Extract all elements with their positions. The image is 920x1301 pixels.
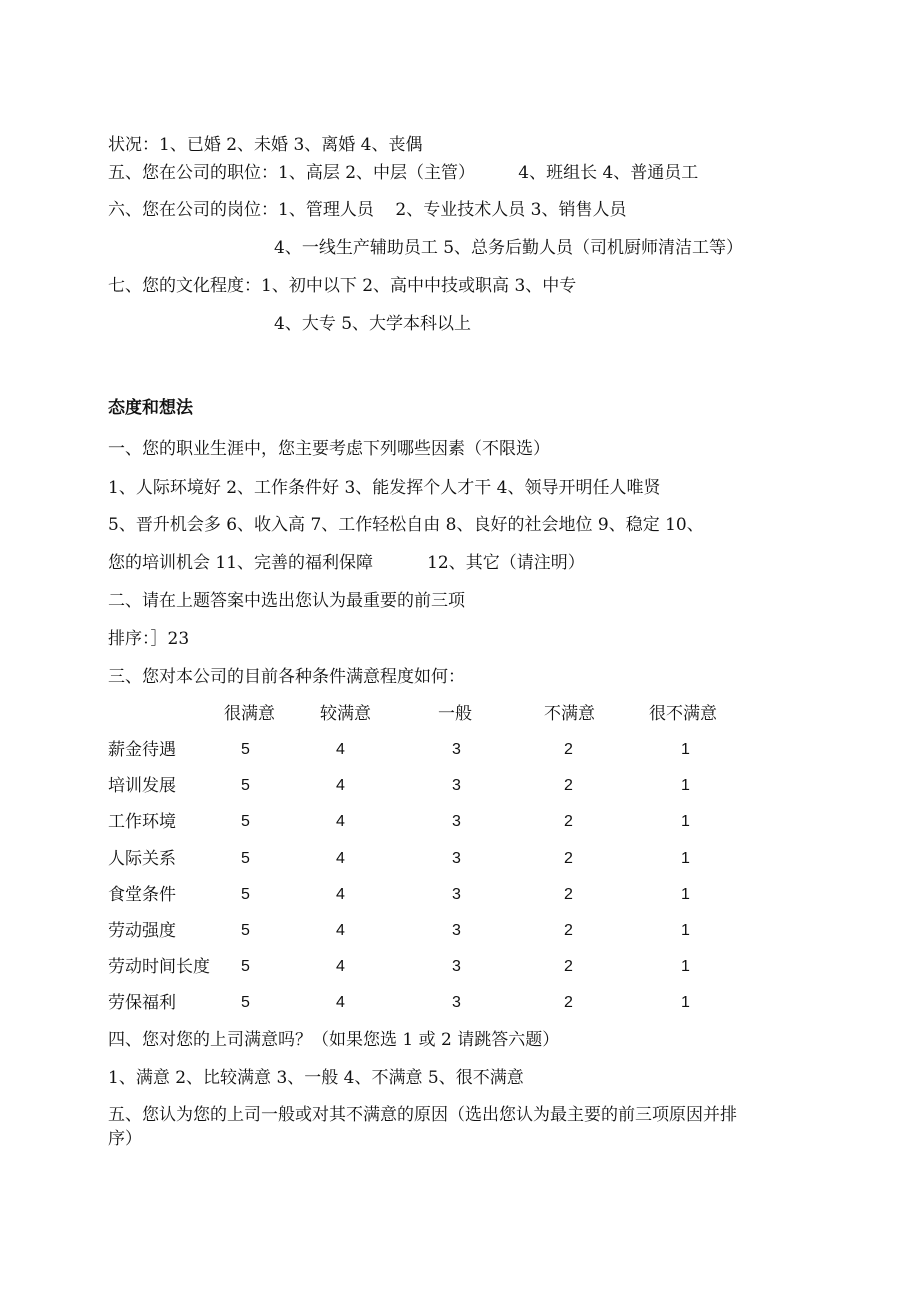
satisfaction-score: 3 [452,958,461,976]
satisfaction-score: 2 [564,922,573,939]
satisfaction-score: 2 [564,777,573,795]
satisfaction-score: 5 [241,994,250,1012]
satisfaction-header-row [108,702,808,726]
satisfaction-score: 4 [336,849,345,867]
satisfaction-score: 4 [336,958,345,976]
q4-question: 四、您对您的上司满意吗？（如果您选 1 或 2 请跳答六题） [108,1030,560,1050]
satisfaction-score: 3 [452,922,461,939]
satisfaction-score: 1 [681,813,690,831]
satisfaction-score: 4 [336,922,345,939]
satisfaction-score: 1 [681,741,690,758]
header-very-satisfied: 很满意 [224,704,275,724]
satisfaction-score: 2 [564,813,573,831]
satisfaction-score: 4 [336,813,345,831]
satisfaction-row-label: 薪金待遇 [108,740,176,760]
satisfaction-score: 3 [452,994,461,1012]
satisfaction-score: 5 [241,922,250,939]
satisfaction-row [108,738,808,762]
header-neutral: 一般 [438,704,472,724]
satisfaction-row [108,955,808,979]
satisfaction-row-label: 培训发展 [108,776,176,797]
satisfaction-row [108,991,808,1015]
position-question: 五、您在公司的职位：1、高层 2、中层（主管） 4、班组长 4、普通员工 [108,163,699,183]
satisfaction-row-label: 食堂条件 [108,884,176,905]
satisfaction-row [108,919,808,943]
q1-options-line-2: 5、晋升机会多 6、收入高 7、工作轻松自由 8、良好的社会地位 9、稳定 10、 [108,515,704,535]
satisfaction-score: 4 [336,741,345,758]
education-question-line-1: 七、您的文化程度：1、初中以下 2、高中中技或职高 3、中专 [108,276,577,296]
education-question-line-2: 4、大专 5、大学本科以上 [274,314,472,334]
satisfaction-row [108,774,808,798]
satisfaction-score: 3 [452,777,461,795]
satisfaction-score: 5 [241,813,250,831]
q3-question: 三、您对本公司的目前各种条件满意程度如何： [108,667,465,687]
satisfaction-row [108,883,808,907]
satisfaction-score: 4 [336,777,345,795]
satisfaction-row [108,847,808,871]
header-dissatisfied: 不满意 [544,704,595,724]
satisfaction-score: 2 [564,958,573,976]
satisfaction-score: 2 [564,885,573,903]
post-question-line-1: 六、您在公司的岗位：1、管理人员 2、专业技术人员 3、销售人员 [108,200,627,220]
satisfaction-score: 2 [564,741,573,758]
q1-question: 一、您的职业生涯中，您主要考虑下列哪些因素（不限选） [108,439,550,459]
satisfaction-score: 5 [241,849,250,867]
satisfaction-score: 3 [452,741,461,758]
satisfaction-row [108,810,808,834]
satisfaction-score: 5 [241,777,250,795]
post-question-line-2: 4、一线生产辅助员工 5、总务后勤人员（司机厨师清洁工等） [274,238,744,258]
satisfaction-score: 1 [681,922,690,939]
satisfaction-score: 3 [452,813,461,831]
satisfaction-score: 5 [241,741,250,758]
satisfaction-score: 2 [564,994,573,1012]
satisfaction-row-label: 人际关系 [108,848,176,869]
q1-options-line-1: 1、人际环境好 2、工作条件好 3、能发挥个人才干 4、领导开明任人唯贤 [108,478,661,498]
satisfaction-row-label: 工作环境 [108,812,176,833]
q5-question-line-1: 五、您认为您的上司一般或对其不满意的原因（选出您认为最主要的前三项原因并排 [108,1105,737,1125]
satisfaction-score: 2 [564,849,573,867]
q1-options-line-3: 您的培训机会 11、完善的福利保障 12、其它（请注明） [108,553,585,573]
satisfaction-score: 4 [336,994,345,1012]
satisfaction-row-label: 劳保福利 [108,993,176,1014]
satisfaction-score: 1 [681,958,690,976]
satisfaction-score: 1 [681,777,690,795]
q4-options: 1、满意 2、比较满意 3、一般 4、不满意 5、很不满意 [108,1068,524,1088]
header-satisfied: 较满意 [320,704,371,724]
q2-question: 二、请在上题答案中选出您认为最重要的前三项 [108,591,465,611]
header-very-dissatisfied: 很不满意 [649,704,717,724]
satisfaction-score: 3 [452,885,461,903]
satisfaction-score: 5 [241,885,250,903]
satisfaction-score: 3 [452,849,461,867]
satisfaction-score: 1 [681,849,690,867]
q5-question-line-2: 序） [108,1129,142,1149]
satisfaction-score: 4 [336,885,345,903]
satisfaction-row-label: 劳动时间长度 [108,957,210,978]
satisfaction-score: 5 [241,958,250,976]
satisfaction-score: 1 [681,994,690,1012]
satisfaction-score: 1 [681,885,690,903]
satisfaction-row-label: 劳动强度 [108,921,176,941]
marital-status-line: 状况：1、已婚 2、未婚 3、离婚 4、丧偶 [108,135,423,155]
q2-ranking: 排序：］23 [108,629,190,649]
section-title: 态度和想法 [108,398,193,418]
